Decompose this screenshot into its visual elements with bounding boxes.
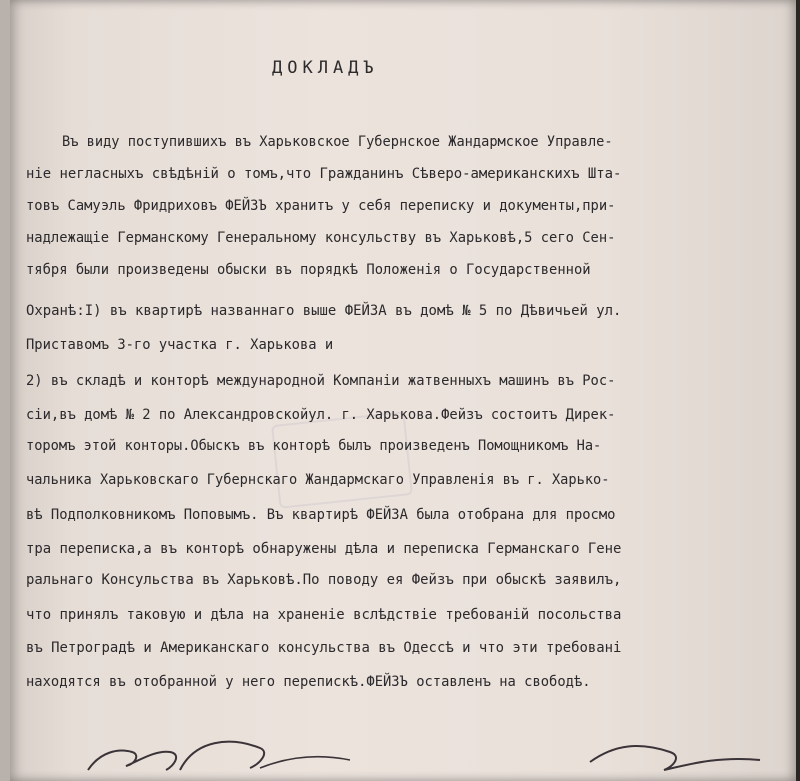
body-line: вѣ Подполковникомъ Поповымъ. Въ квартирѣ ФЕЙЗА была отобрана для просмо [26,507,616,523]
body-line: торомъ этой конторы.Обыскъ въ конторѣ былъ произведенъ Помощникомъ На- [26,438,602,454]
body-line: ральнаго Консульства въ Харьковѣ.По поводу ея Фейзъ при обыскѣ заявилъ, [26,572,622,588]
body-line: Охранѣ:I) въ квартирѣ названнаго выше ФЕЙЗА въ домѣ № 5 по Дѣвичьей ул. [26,303,622,319]
body-line: въ Петроградѣ и Американскаго консульства въ Одессѣ и что эти требовані [26,640,622,656]
body-line: находятся въ отобранной у него перепискѣ.ФЕЙЗЪ оставленъ на свободѣ. [26,674,591,690]
body-line: Въ виду поступившихъ въ Харьковское Губернское Жандармское Управле- [62,134,613,150]
body-line: тра переписка,а въ конторѣ обнаружены дѣла и переписка Германскаго Гене [26,541,622,557]
body-line: надлежащіе Германскому Генеральному консульству въ Харьковѣ,5 сего Сен- [26,230,616,246]
body-line: 2) въ складѣ и конторѣ международной Компаніи жатвенныхъ машинъ въ Рос- [26,373,616,389]
document-title: ДОКЛАДЪ [272,58,379,78]
body-line: тября были произведены обыски въ порядкѣ Положенія о Государственной [26,262,591,278]
body-line: что принялъ таковую и дѣла на храненіе вслѣдствіе требованій посольства [26,607,622,623]
body-line: ніе негласныхъ свѣдѣній о томъ,что Гражданинъ Сѣверо-американскихъ Шта- [26,166,622,182]
body-line: Приставомъ 3-го участка г. Харькова и [26,337,334,353]
body-line: сіи,въ домѣ № 2 по Александровскойул. г. Харькова.Фейзъ состоитъ Дирек- [26,407,616,423]
handwritten-signature [70,730,770,781]
body-line: товъ Самуэль Фридриховъ ФЕЙЗЪ хранитъ у себя переписку и документы,при- [26,198,616,214]
body-line: чальника Харьковскаго Губернскаго Жандармскаго Управленія въ г. Харько- [26,472,610,488]
